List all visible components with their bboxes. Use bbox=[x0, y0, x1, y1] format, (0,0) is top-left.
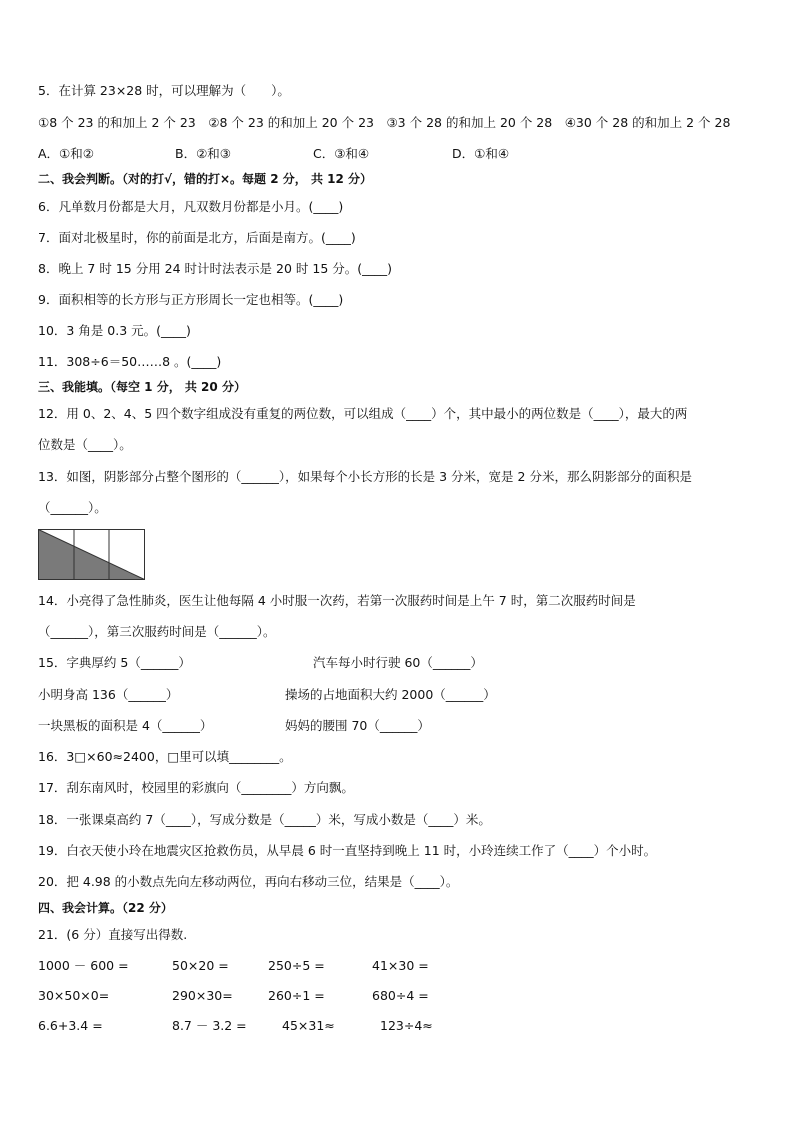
q12-line1: 12．用 0、2、4、5 四个数字组成没有重复的两位数，可以组成（____）个，其中最小的两位数是（____），最大的两 bbox=[38, 406, 688, 421]
calc-r2-c3: 260÷1 = bbox=[268, 988, 325, 1003]
q17: 17．刮东南风时，校园里的彩旗向（________）方向飘。 bbox=[38, 780, 354, 795]
calc-r3-c1: 6.6+3.4 = bbox=[38, 1018, 103, 1033]
q13-figure bbox=[38, 529, 146, 581]
q15-row3-right: 妈妈的腰围 70（______） bbox=[285, 718, 430, 733]
calc-r2-c2: 290×30= bbox=[172, 988, 233, 1003]
q8: 8．晚上 7 时 15 分用 24 时计时法表示是 20 时 15 分。(____) bbox=[38, 261, 393, 276]
calc-r3-c4: 123÷4≈ bbox=[380, 1018, 433, 1033]
calc-r1-c3: 250÷5 = bbox=[268, 958, 325, 973]
calc-r2-c4: 680÷4 = bbox=[372, 988, 429, 1003]
q15-row1-left: 15．字典厚约 5（______） bbox=[38, 655, 191, 670]
q13-line2: （______）。 bbox=[38, 500, 107, 515]
section-2-heading: 二、我会判断。（对的打√，错的打×。每题 2 分， 共 12 分） bbox=[38, 172, 372, 186]
q16: 16．3□×60≈2400，□里可以填________。 bbox=[38, 749, 292, 764]
q5-stem: 5．在计算 23×28 时，可以理解为（ ）。 bbox=[38, 83, 290, 98]
q13-line1: 13．如图，阴影部分占整个图形的（______），如果每个小长方形的长是 3 分米，宽是 2 分米，那么阴影部分的面积是 bbox=[38, 469, 692, 484]
q5-choice-c: C．③和④ bbox=[313, 146, 370, 161]
calc-r1-c1: 1000 － 600 = bbox=[38, 958, 129, 973]
q5-options: ①8 个 23 的和加上 2 个 23 ②8 个 23 的和加上 20 个 23 ③3 个 28 的和加上 20 个 28 ④30 个 28 的和加上 2 个 28 bbox=[38, 115, 731, 130]
q20: 20．把 4.98 的小数点先向左移动两位，再向右移动三位，结果是（____）。 bbox=[38, 874, 459, 889]
calc-r2-c1: 30×50×0= bbox=[38, 988, 110, 1003]
section-3-heading: 三、我能填。（每空 1 分， 共 20 分） bbox=[38, 380, 246, 394]
q6: 6．凡单数月份都是大月，凡双数月份都是小月。(____) bbox=[38, 199, 344, 214]
q5-choice-b: B．②和③ bbox=[175, 146, 231, 161]
q5-choice-a: A．①和② bbox=[38, 146, 94, 161]
q12-line2: 位数是（____）。 bbox=[38, 437, 132, 452]
q18: 18．一张课桌高约 7（____），写成分数是（_____）米，写成小数是（____）米。 bbox=[38, 812, 491, 827]
calc-r3-c2: 8.7 － 3.2 = bbox=[172, 1018, 247, 1033]
q19: 19．白衣天使小玲在地震灾区抢救伤员，从早晨 6 时一直坚持到晚上 11 时，小玲连续工作了（____）个小时。 bbox=[38, 843, 657, 858]
q15-row2-left: 小明身高 136（______） bbox=[38, 687, 179, 702]
calc-r3-c3: 45×31≈ bbox=[282, 1018, 335, 1033]
q5-choice-d: D．①和④ bbox=[452, 146, 510, 161]
q14-line2: （______），第三次服药时间是（______）。 bbox=[38, 624, 276, 639]
q21-title: 21．(6 分）直接写出得数. bbox=[38, 927, 188, 942]
section-4-heading: 四、我会计算。（22 分） bbox=[38, 901, 173, 915]
calc-r1-c4: 41×30 = bbox=[372, 958, 429, 973]
q10: 10．3 角是 0.3 元。(____) bbox=[38, 323, 191, 338]
q11: 11．308÷6＝50……8 。(____) bbox=[38, 354, 222, 369]
q7: 7．面对北极星时，你的前面是北方，后面是南方。(____) bbox=[38, 230, 356, 245]
calc-r1-c2: 50×20 = bbox=[172, 958, 229, 973]
q15-row3-left: 一块黑板的面积是 4（______） bbox=[38, 718, 213, 733]
q15-row2-right: 操场的占地面积大约 2000（______） bbox=[285, 687, 496, 702]
q9: 9．面积相等的长方形与正方形周长一定也相等。(____) bbox=[38, 292, 344, 307]
q15-row1-right: 汽车每小时行驶 60（______） bbox=[313, 655, 483, 670]
q14-line1: 14．小亮得了急性肺炎，医生让他每隔 4 小时服一次药，若第一次服药时间是上午 7 时，第二次服药时间是 bbox=[38, 593, 636, 608]
